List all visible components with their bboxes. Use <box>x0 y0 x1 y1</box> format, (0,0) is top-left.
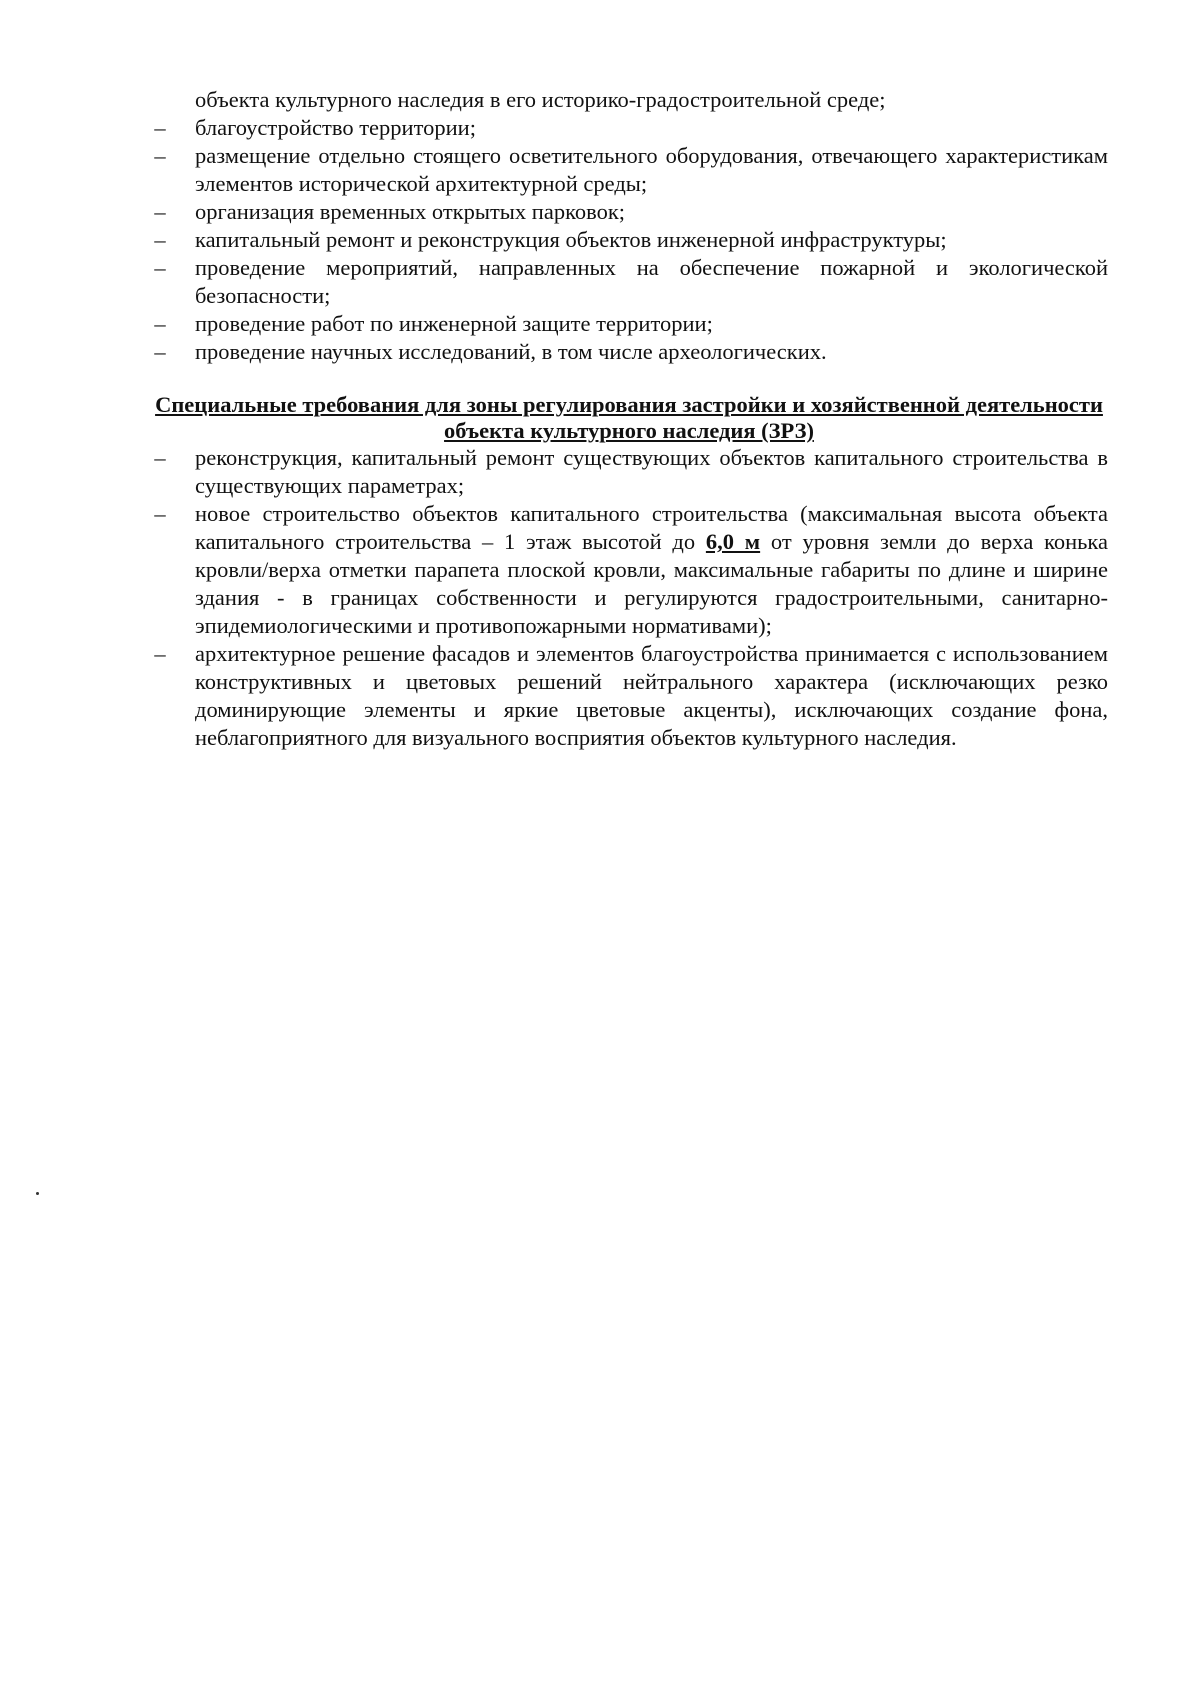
list-item <box>150 198 1108 226</box>
list-item-text: организация временных открытых парковок; <box>195 199 626 224</box>
document-page <box>150 86 1108 752</box>
list-item-text: размещение отдельно стоящего осветительного оборудования, отвечающего характеристикам элементов исторической архитектурной среды; <box>195 143 1108 196</box>
dash-bullet: – <box>154 143 166 168</box>
dash-bullet: – <box>154 445 166 470</box>
dash-bullet: – <box>154 227 166 252</box>
list-item <box>150 254 1108 310</box>
intro-continuation-text: объекта культурного наследия в его историко-градостроительной среде; <box>195 87 886 112</box>
dash-bullet: – <box>154 339 166 364</box>
zrz-requirements-list <box>150 444 1108 752</box>
dash-bullet: – <box>154 501 166 526</box>
list-item <box>150 226 1108 254</box>
list-item <box>150 310 1108 338</box>
list-item <box>150 640 1108 752</box>
dash-bullet: – <box>154 311 166 336</box>
list-item-text: капитальный ремонт и реконструкция объектов инженерной инфраструктуры; <box>195 227 947 252</box>
list-item-text: проведение работ по инженерной защите территории; <box>195 311 713 336</box>
permitted-works-list <box>150 114 1108 366</box>
dash-bullet: – <box>154 255 166 280</box>
list-item-text-before: новое строительство объектов капитального строительства (максимальная высота объекта капитального строительства – 1 этаж высотой до <box>195 501 1108 554</box>
list-item-text: благоустройство территории; <box>195 115 476 140</box>
list-item <box>150 500 1108 640</box>
list-item <box>150 444 1108 500</box>
list-item <box>150 114 1108 142</box>
max-height-value: 6,0 м <box>705 529 761 554</box>
dash-bullet: – <box>154 641 166 666</box>
scan-speck <box>36 1192 39 1195</box>
section-heading: Специальные требования для зоны регулирования застройки и хозяйственной деятельности объекта культурного наследия (ЗРЗ) <box>155 392 1103 443</box>
list-item-text-after: от уровня земли до верха конька кровли/верха отметки парапета плоской кровли, максимальные габариты по длине и ширине здания - в границах собственности и регулируются градостроительными, санитарно- эпидемиологическими и противопожарными нормативами); <box>195 529 1109 638</box>
list-item <box>150 338 1108 366</box>
list-item-text: проведение мероприятий, направленных на обеспечение пожарной и экологической безопасности; <box>195 255 1108 308</box>
list-item-text: архитектурное решение фасадов и элементов благоустройства принимается с использованием конструктивных и цветовых решений нейтрального характера (исключающих резко доминирующие элементы и яркие цветовые акценты), исключающих создание фона, неблагоприятного для визуального восприятия объектов культурного наследия. <box>195 641 1108 750</box>
list-item-text: проведение научных исследований, в том числе археологических. <box>195 339 827 364</box>
dash-bullet: – <box>154 199 166 224</box>
list-item <box>150 142 1108 198</box>
list-item-text: реконструкция, капитальный ремонт существующих объектов капитального строительства в существующих параметрах; <box>195 445 1108 498</box>
dash-bullet: – <box>154 115 166 140</box>
